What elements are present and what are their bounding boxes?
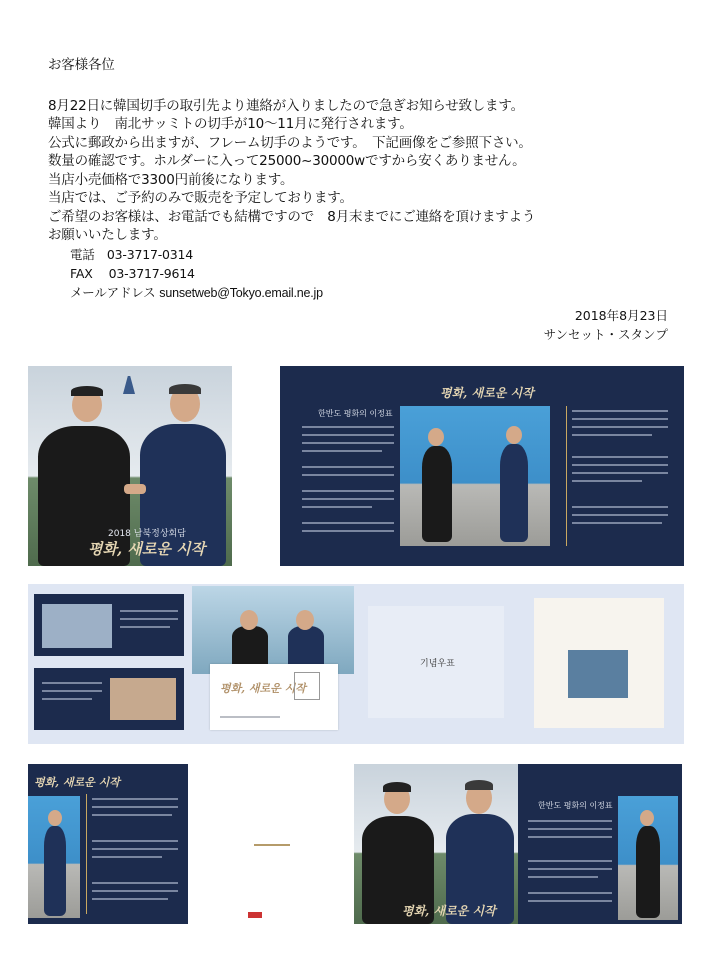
letter-line: 当店小売価格で3300円前後になります。	[48, 171, 294, 188]
folder-open-strip	[28, 584, 684, 744]
letter-line: 公式に郵政から出ますが、フレーム切手のようです。 下記画像をご参照下さい。	[48, 134, 532, 151]
letter-date: 2018年8月23日	[574, 308, 668, 323]
letter-line: 当店では、ご予約のみで販売を予定しております。	[48, 190, 353, 206]
front-cover-title: 평화, 새로운 시작	[402, 904, 496, 918]
front-cover-inner	[518, 764, 682, 924]
inner-panel-top	[34, 594, 184, 656]
folder-title: 평화, 새로운 시작	[440, 386, 534, 400]
email-address[interactable]: sunsetweb@Tokyo.email.ne.jp	[159, 285, 323, 300]
letter-line: ご希望のお客様は、お電話でも結構ですので 8月末までにご連絡を頂けますよう	[48, 208, 536, 225]
folder-spread	[280, 366, 684, 566]
letter-line: お願いいたします。	[48, 227, 167, 243]
back-cover-left	[28, 764, 188, 924]
email-label: メールアドレス	[70, 284, 156, 300]
cover-photo	[28, 366, 232, 566]
shop-name: サンセット・スタンプ	[543, 327, 668, 342]
phone-line: 電話 03-3717-0314	[70, 246, 194, 262]
contact-block	[48, 245, 688, 303]
back-cover-middle	[190, 764, 350, 924]
memorial-card	[368, 606, 504, 718]
letter-line: 8月22日に韓国切手の取引先より連絡が入りましたので急ぎお知らせ致します。	[48, 97, 524, 114]
email-line	[70, 283, 688, 303]
memorial-label: 기념우표	[420, 659, 455, 669]
signature-block	[544, 306, 668, 344]
cover-card-title: 평화, 새로운 시작	[220, 682, 306, 695]
back-title: 평화, 새로운 시작	[34, 776, 120, 789]
inner-panel-bottom	[34, 668, 184, 730]
folder-heading: 한반도 평화의 이정표	[318, 409, 393, 418]
handshake-photo	[400, 406, 550, 546]
stamp-sheet	[534, 598, 664, 728]
cover-caption: 2018 남북정상회담	[108, 529, 186, 539]
fax-line: FAX 03-3717-9614	[70, 265, 195, 281]
cover-title: 평화, 새로운 시작	[88, 540, 206, 558]
front-cover-photo	[354, 764, 518, 924]
greeting: お客様各位	[48, 57, 115, 73]
letter-body	[48, 56, 688, 303]
first-day-cover	[210, 664, 338, 730]
letter-line: 数量の確認です。ホルダーに入って25000~30000wですから安くありません。	[48, 153, 526, 169]
front-inner-heading: 한반도 평화의 이정표	[538, 801, 613, 810]
letter-line: 韓国より 南北サッミトの切手が10～11月に発行されます。	[48, 116, 413, 132]
raised-hands-photo	[192, 586, 354, 674]
